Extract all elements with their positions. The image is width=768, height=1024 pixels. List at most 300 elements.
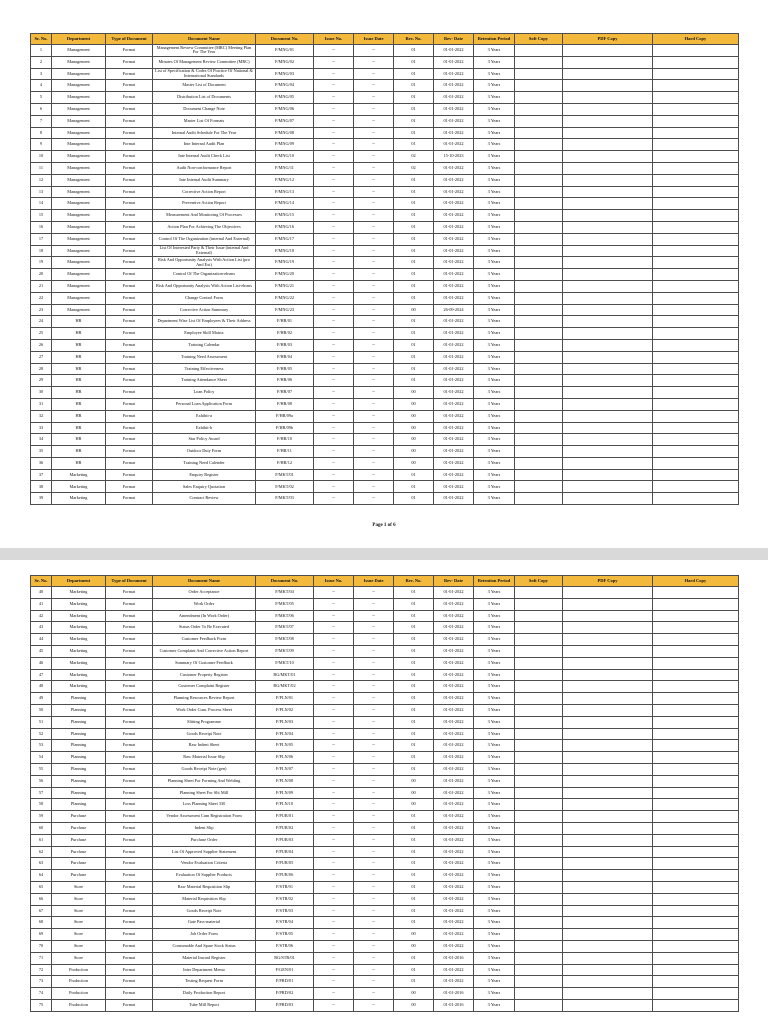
rev-no-cell: 02 [394, 151, 434, 163]
document-name-cell: Summary Of Customer Feedback [153, 657, 256, 669]
soft-copy-cell [515, 988, 563, 1000]
table-row [31, 917, 739, 929]
table-row [31, 622, 739, 634]
document-name-cell: Control Of The Organization-ehsms [153, 269, 256, 281]
issue-no-cell: -- [314, 681, 354, 693]
sr-no-cell: 51 [31, 716, 52, 728]
issue-date-cell: -- [354, 162, 394, 174]
pdf-copy-cell [563, 198, 653, 210]
table-row [31, 645, 739, 657]
table-row [31, 457, 739, 469]
sr-no-cell: 24 [31, 316, 52, 328]
hard-copy-cell [653, 469, 739, 481]
document-no-cell: F/PRD/01 [256, 976, 314, 988]
type-cell: Format [106, 587, 153, 599]
sr-no-cell: 75 [31, 999, 52, 1011]
rev-date-cell: 01-01-2022 [434, 434, 474, 446]
rev-no-cell: 01 [394, 493, 434, 505]
department-cell: Store [52, 940, 106, 952]
table-row [31, 775, 739, 787]
issue-no-cell: -- [314, 351, 354, 363]
issue-no-cell: -- [314, 964, 354, 976]
sr-no-cell: 27 [31, 351, 52, 363]
retention-period-cell: 3 Years [474, 80, 515, 92]
issue-no-cell: -- [314, 151, 354, 163]
rev-no-cell: 01 [394, 292, 434, 304]
retention-period-cell: 3 Years [474, 139, 515, 151]
table-row [31, 881, 739, 893]
department-cell: HR [52, 363, 106, 375]
rev-no-cell: 00 [394, 457, 434, 469]
rev-no-cell: 00 [394, 434, 434, 446]
document-name-cell: Customer Feedback Form [153, 634, 256, 646]
type-cell: Format [106, 398, 153, 410]
rev-no-cell: 01 [394, 186, 434, 198]
department-cell: Production [52, 988, 106, 1000]
soft-copy-cell [515, 598, 563, 610]
retention-period-cell: 3 Years [474, 493, 515, 505]
hard-copy-cell [653, 929, 739, 941]
header-hard-copy: Hard Copy [653, 576, 739, 587]
retention-period-cell: 3 Years [474, 469, 515, 481]
issue-date-cell: -- [354, 210, 394, 222]
header-retention-period: Retention Period [474, 34, 515, 45]
hard-copy-cell [653, 917, 739, 929]
document-name-cell: Department Wise List Of Employees & Their Address [153, 316, 256, 328]
document-no-cell: F/HR/09a [256, 410, 314, 422]
document-no-cell: F/MNG/15 [256, 210, 314, 222]
pdf-copy-cell [563, 822, 653, 834]
issue-date-cell: -- [354, 587, 394, 599]
retention-period-cell: 3 Years [474, 598, 515, 610]
document-name-cell: Exhibit-b [153, 422, 256, 434]
document-name-cell: Planning Sheet For Slit Mill [153, 787, 256, 799]
rev-no-cell: 01 [394, 964, 434, 976]
department-cell: Production [52, 976, 106, 988]
soft-copy-cell [515, 115, 563, 127]
retention-period-cell: 3 Years [474, 917, 515, 929]
document-name-cell: Corrective Action Summary [153, 304, 256, 316]
department-cell: Store [52, 917, 106, 929]
retention-period-cell: 3 Years [474, 846, 515, 858]
sr-no-cell: 43 [31, 622, 52, 634]
header-retention-period: Retention Period [474, 576, 515, 587]
rev-no-cell: 01 [394, 846, 434, 858]
type-cell: Format [106, 446, 153, 458]
rev-no-cell: 00 [394, 422, 434, 434]
issue-date-cell: -- [354, 716, 394, 728]
document-no-cell: F/MNG/04 [256, 80, 314, 92]
pdf-copy-cell [563, 45, 653, 57]
hard-copy-cell [653, 693, 739, 705]
rev-no-cell: 01 [394, 811, 434, 823]
rev-date-cell: 01-01-2022 [434, 881, 474, 893]
retention-period-cell: 3 Years [474, 92, 515, 104]
issue-no-cell: -- [314, 328, 354, 340]
rev-no-cell: 01 [394, 210, 434, 222]
document-no-cell: RG/MKT/02 [256, 681, 314, 693]
issue-date-cell: -- [354, 422, 394, 434]
soft-copy-cell [515, 68, 563, 80]
rev-no-cell: 00 [394, 929, 434, 941]
issue-date-cell: -- [354, 881, 394, 893]
department-cell: Management [52, 269, 106, 281]
table-row [31, 787, 739, 799]
department-cell: Planning [52, 716, 106, 728]
document-name-cell: Star Policy Award [153, 434, 256, 446]
document-name-cell: Inter Department Memo [153, 964, 256, 976]
pdf-copy-cell [563, 375, 653, 387]
sr-no-cell: 73 [31, 976, 52, 988]
retention-period-cell: 3 Years [474, 799, 515, 811]
department-cell: Store [52, 952, 106, 964]
rev-date-cell: 01-01-2022 [434, 186, 474, 198]
type-cell: Format [106, 811, 153, 823]
document-no-cell: F/MNG/01 [256, 45, 314, 57]
rev-date-cell: 15-10-2023 [434, 151, 474, 163]
pdf-copy-cell [563, 434, 653, 446]
document-no-cell: F/MNG/14 [256, 198, 314, 210]
department-cell: Store [52, 881, 106, 893]
rev-no-cell: 01 [394, 316, 434, 328]
retention-period-cell: 3 Years [474, 988, 515, 1000]
retention-period-cell: 3 Years [474, 681, 515, 693]
retention-period-cell: 3 Years [474, 587, 515, 599]
pdf-copy-cell [563, 139, 653, 151]
document-no-cell: F/STR/01 [256, 881, 314, 893]
pdf-copy-cell [563, 80, 653, 92]
type-cell: Format [106, 999, 153, 1011]
rev-date-cell: 01-01-2022 [434, 493, 474, 505]
sr-no-cell: 69 [31, 929, 52, 941]
rev-date-cell: 01-01-2022 [434, 669, 474, 681]
rev-date-cell: 01-01-2022 [434, 375, 474, 387]
rev-no-cell: 01 [394, 174, 434, 186]
rev-date-cell: 01-01-2022 [434, 351, 474, 363]
document-no-cell: F/HR/07 [256, 387, 314, 399]
issue-no-cell: -- [314, 316, 354, 328]
rev-no-cell: 01 [394, 834, 434, 846]
issue-date-cell: -- [354, 446, 394, 458]
department-cell: Planning [52, 752, 106, 764]
department-cell: Marketing [52, 657, 106, 669]
type-cell: Format [106, 669, 153, 681]
issue-date-cell: -- [354, 645, 394, 657]
retention-period-cell: 3 Years [474, 446, 515, 458]
pdf-copy-cell [563, 893, 653, 905]
table-row [31, 657, 739, 669]
type-cell: Format [106, 280, 153, 292]
issue-date-cell: -- [354, 45, 394, 57]
retention-period-cell: 3 Years [474, 929, 515, 941]
pdf-copy-cell [563, 56, 653, 68]
header-rev-date: Rev- Date [434, 34, 474, 45]
type-cell: Format [106, 292, 153, 304]
rev-no-cell: 01 [394, 587, 434, 599]
soft-copy-cell [515, 716, 563, 728]
issue-no-cell: -- [314, 858, 354, 870]
soft-copy-cell [515, 493, 563, 505]
header-issue-no: Issue No. [314, 576, 354, 587]
department-cell: Marketing [52, 622, 106, 634]
rev-no-cell: 00 [394, 304, 434, 316]
type-cell: Format [106, 210, 153, 222]
rev-no-cell: 01 [394, 634, 434, 646]
sr-no-cell: 61 [31, 834, 52, 846]
hard-copy-cell [653, 740, 739, 752]
retention-period-cell: 3 Years [474, 127, 515, 139]
soft-copy-cell [515, 811, 563, 823]
type-cell: Format [106, 740, 153, 752]
department-cell: Management [52, 233, 106, 245]
retention-period-cell: 3 Years [474, 398, 515, 410]
hard-copy-cell [653, 952, 739, 964]
document-no-cell: F/PUR/02 [256, 822, 314, 834]
department-cell: Planning [52, 728, 106, 740]
department-cell: Management [52, 304, 106, 316]
table-row [31, 811, 739, 823]
rev-date-cell: 01-01-2022 [434, 940, 474, 952]
type-cell: Format [106, 186, 153, 198]
department-cell: HR [52, 387, 106, 399]
retention-period-cell: 3 Years [474, 645, 515, 657]
sr-no-cell: 4 [31, 80, 52, 92]
pdf-copy-cell [563, 304, 653, 316]
rev-no-cell: 00 [394, 410, 434, 422]
sr-no-cell: 30 [31, 387, 52, 399]
rev-date-cell: 01-01-2022 [434, 410, 474, 422]
document-name-cell: Customer Complaint Register [153, 681, 256, 693]
document-name-cell: Evaluation Of Supplier Products [153, 870, 256, 882]
issue-date-cell: -- [354, 740, 394, 752]
soft-copy-cell [515, 917, 563, 929]
type-cell: Format [106, 645, 153, 657]
document-name-cell: List of Specification & Codes Of Practice Of National & International Standards [153, 68, 256, 80]
rev-date-cell: 01-01-2016 [434, 988, 474, 1000]
table-row [31, 339, 739, 351]
rev-date-cell: 01-01-2022 [434, 740, 474, 752]
department-cell: Planning [52, 704, 106, 716]
retention-period-cell: 3 Years [474, 858, 515, 870]
soft-copy-cell [515, 457, 563, 469]
document-no-cell: F/MKT/06 [256, 610, 314, 622]
rev-no-cell: 01 [394, 363, 434, 375]
department-cell: HR [52, 410, 106, 422]
rev-date-cell: 01-01-2022 [434, 704, 474, 716]
department-cell: HR [52, 434, 106, 446]
header-document-no: Document No. [256, 576, 314, 587]
department-cell: Management [52, 103, 106, 115]
issue-no-cell: -- [314, 988, 354, 1000]
issue-date-cell: -- [354, 988, 394, 1000]
soft-copy-cell [515, 799, 563, 811]
document-no-cell: F/HR/02 [256, 328, 314, 340]
document-name-cell: Training Calendar [153, 339, 256, 351]
document-name-cell: Goods Receipt Note (gen) [153, 763, 256, 775]
hard-copy-cell [653, 858, 739, 870]
sr-no-cell: 44 [31, 634, 52, 646]
document-name-cell: Planning Sheet For Forming And Welding [153, 775, 256, 787]
table-row [31, 999, 739, 1011]
issue-no-cell: -- [314, 186, 354, 198]
rev-no-cell: 01 [394, 127, 434, 139]
issue-date-cell: -- [354, 834, 394, 846]
department-cell: Marketing [52, 598, 106, 610]
issue-no-cell: -- [314, 716, 354, 728]
issue-date-cell: -- [354, 304, 394, 316]
document-no-cell: F/HR/03 [256, 339, 314, 351]
type-cell: Format [106, 822, 153, 834]
rev-no-cell: 01 [394, 704, 434, 716]
sr-no-cell: 68 [31, 917, 52, 929]
sr-no-cell: 23 [31, 304, 52, 316]
header-rev-no: Rev. No. [394, 34, 434, 45]
hard-copy-cell [653, 622, 739, 634]
pdf-copy-cell [563, 716, 653, 728]
issue-no-cell: -- [314, 811, 354, 823]
rev-date-cell: 01-01-2022 [434, 457, 474, 469]
department-cell: Marketing [52, 645, 106, 657]
sr-no-cell: 60 [31, 822, 52, 834]
department-cell: HR [52, 422, 106, 434]
sr-no-cell: 65 [31, 881, 52, 893]
pdf-copy-cell [563, 103, 653, 115]
pdf-copy-cell [563, 68, 653, 80]
document-no-cell: RG/MKT/01 [256, 669, 314, 681]
issue-date-cell: -- [354, 917, 394, 929]
sr-no-cell: 19 [31, 257, 52, 269]
sr-no-cell: 72 [31, 964, 52, 976]
header-document-no: Document No. [256, 34, 314, 45]
soft-copy-cell [515, 233, 563, 245]
rev-date-cell: 01-01-2022 [434, 787, 474, 799]
rev-no-cell: 01 [394, 681, 434, 693]
hard-copy-cell [653, 151, 739, 163]
pdf-copy-cell [563, 245, 653, 257]
department-cell: Store [52, 893, 106, 905]
rev-date-cell: 01-01-2022 [434, 245, 474, 257]
rev-no-cell: 01 [394, 339, 434, 351]
rev-date-cell: 01-01-2022 [434, 422, 474, 434]
sr-no-cell: 74 [31, 988, 52, 1000]
rev-date-cell: 01-01-2022 [434, 328, 474, 340]
hard-copy-cell [653, 893, 739, 905]
document-no-cell: F/PLN/03 [256, 716, 314, 728]
rev-date-cell: 01-01-2022 [434, 257, 474, 269]
rev-date-cell: 01-01-2022 [434, 103, 474, 115]
document-name-cell: List Of Interested Party & Their Issue (internal And External) [153, 245, 256, 257]
soft-copy-cell [515, 186, 563, 198]
retention-period-cell: 3 Years [474, 952, 515, 964]
rev-date-cell: 01-01-2022 [434, 198, 474, 210]
table-row [31, 469, 739, 481]
sr-no-cell: 37 [31, 469, 52, 481]
soft-copy-cell [515, 328, 563, 340]
issue-no-cell: -- [314, 917, 354, 929]
retention-period-cell: 3 Years [474, 740, 515, 752]
type-cell: Format [106, 917, 153, 929]
document-name-cell: Training Effectiveness [153, 363, 256, 375]
header-soft-copy: Soft Copy [515, 576, 563, 587]
retention-period-cell: 3 Years [474, 999, 515, 1011]
rev-date-cell: 01-01-2022 [434, 976, 474, 988]
retention-period-cell: 3 Years [474, 481, 515, 493]
hard-copy-cell [653, 634, 739, 646]
hard-copy-cell [653, 752, 739, 764]
type-cell: Format [106, 988, 153, 1000]
hard-copy-cell [653, 645, 739, 657]
hard-copy-cell [653, 387, 739, 399]
department-cell: Management [52, 80, 106, 92]
sr-no-cell: 35 [31, 446, 52, 458]
issue-date-cell: -- [354, 787, 394, 799]
issue-date-cell: -- [354, 704, 394, 716]
document-name-cell: Internal Audit Schedule For The Year [153, 127, 256, 139]
rev-date-cell: 01-01-2022 [434, 858, 474, 870]
pdf-copy-cell [563, 645, 653, 657]
issue-no-cell: -- [314, 292, 354, 304]
sr-no-cell: 67 [31, 905, 52, 917]
type-cell: Format [106, 387, 153, 399]
department-cell: Marketing [52, 610, 106, 622]
rev-date-cell: 01-01-2022 [434, 822, 474, 834]
rev-date-cell: 01-01-2022 [434, 398, 474, 410]
table-row [31, 328, 739, 340]
issue-no-cell: -- [314, 92, 354, 104]
department-cell: Purchase [52, 822, 106, 834]
soft-copy-cell [515, 775, 563, 787]
pdf-copy-cell [563, 363, 653, 375]
sr-no-cell: 42 [31, 610, 52, 622]
pdf-copy-cell [563, 728, 653, 740]
issue-no-cell: -- [314, 645, 354, 657]
type-cell: Format [106, 457, 153, 469]
rev-no-cell: 01 [394, 257, 434, 269]
type-cell: Format [106, 728, 153, 740]
table-row [31, 598, 739, 610]
sr-no-cell: 47 [31, 669, 52, 681]
retention-period-cell: 3 Years [474, 775, 515, 787]
issue-no-cell: -- [314, 422, 354, 434]
type-cell: Format [106, 693, 153, 705]
pdf-copy-cell [563, 186, 653, 198]
pdf-copy-cell [563, 115, 653, 127]
retention-period-cell: 3 Years [474, 834, 515, 846]
issue-date-cell: -- [354, 186, 394, 198]
retention-period-cell: 3 Years [474, 257, 515, 269]
hard-copy-cell [653, 669, 739, 681]
issue-no-cell: -- [314, 233, 354, 245]
issue-date-cell: -- [354, 622, 394, 634]
issue-date-cell: -- [354, 693, 394, 705]
issue-date-cell: -- [354, 493, 394, 505]
sr-no-cell: 39 [31, 493, 52, 505]
retention-period-cell: 3 Years [474, 316, 515, 328]
rev-no-cell: 01 [394, 752, 434, 764]
table-row [31, 834, 739, 846]
issue-date-cell: -- [354, 905, 394, 917]
retention-period-cell: 3 Years [474, 669, 515, 681]
sr-no-cell: 40 [31, 587, 52, 599]
table-row [31, 964, 739, 976]
department-cell: Management [52, 292, 106, 304]
type-cell: Format [106, 339, 153, 351]
issue-no-cell: -- [314, 387, 354, 399]
issue-date-cell: -- [354, 80, 394, 92]
department-cell: Management [52, 280, 106, 292]
issue-date-cell: -- [354, 328, 394, 340]
rev-no-cell: 00 [394, 940, 434, 952]
